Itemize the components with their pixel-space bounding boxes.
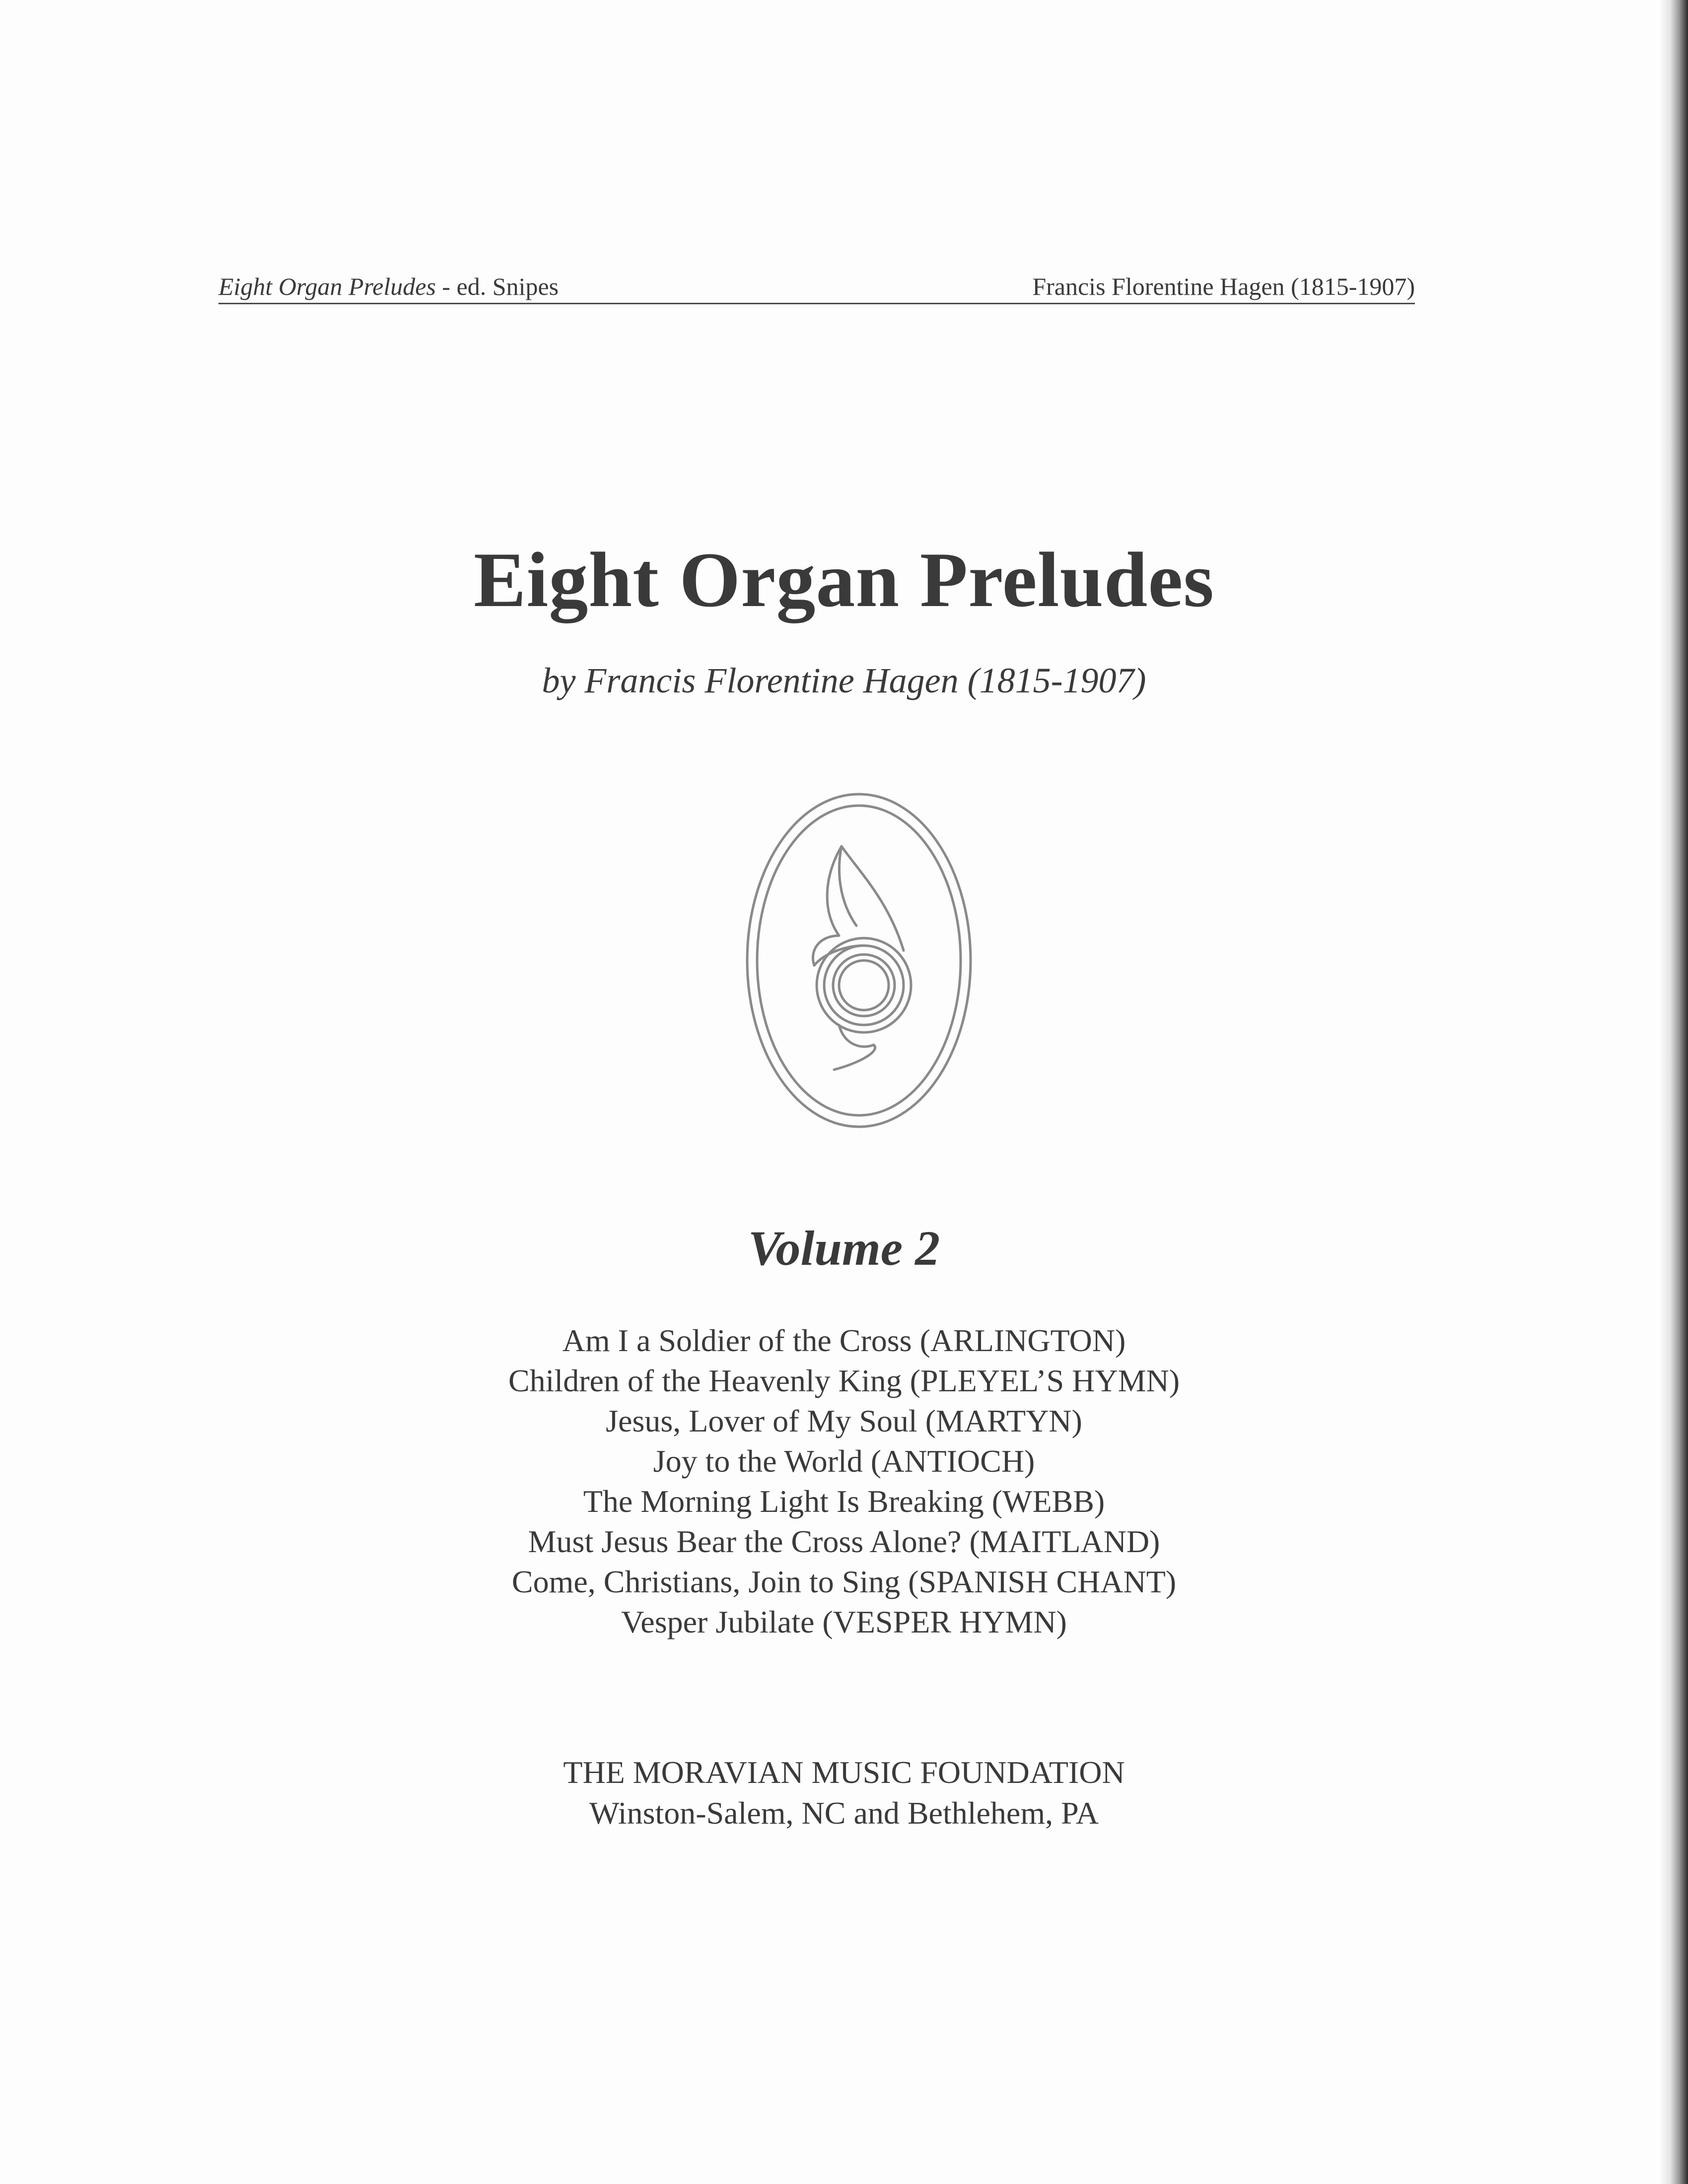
running-header [218,272,1415,307]
header-work-title: Eight Organ Preludes [218,273,436,300]
volume-heading: Volume 2 [748,1221,940,1276]
header-editor: - ed. Snipes [435,273,559,300]
publisher-block [0,1752,1688,1834]
byline: by Francis Florentine Hagen (1815-1907) [542,661,1146,700]
french-horn-oval-emblem-icon [740,787,978,1134]
header-left [218,272,559,301]
list-item: Come, Christians, Join to Sing (SPANISH CHANT) [511,1564,1177,1599]
page-title: Eight Organ Preludes [474,537,1214,623]
list-item: Children of the Heavenly King (PLEYEL’S HYMN) [508,1363,1180,1398]
list-item: Vesper Jubilate (VESPER HYMN) [621,1604,1067,1639]
contents-list [0,1320,1688,1642]
publisher-location: Winston-Salem, NC and Bethlehem, PA [589,1795,1099,1831]
list-item: Must Jesus Bear the Cross Alone? (MAITLAND) [528,1524,1160,1559]
list-item: The Morning Light Is Breaking (WEBB) [583,1484,1105,1519]
list-item: Jesus, Lover of My Soul (MARTYN) [606,1403,1082,1438]
scan-edge-shadow [1658,0,1688,2184]
header-rule [218,303,1415,304]
header-composer: Francis Florentine Hagen (1815-1907) [1032,273,1415,300]
list-item: Joy to the World (ANTIOCH) [653,1443,1035,1479]
list-item: Am I a Soldier of the Cross (ARLINGTON) [562,1323,1126,1358]
publisher-name: THE MORAVIAN MUSIC FOUNDATION [563,1755,1125,1790]
